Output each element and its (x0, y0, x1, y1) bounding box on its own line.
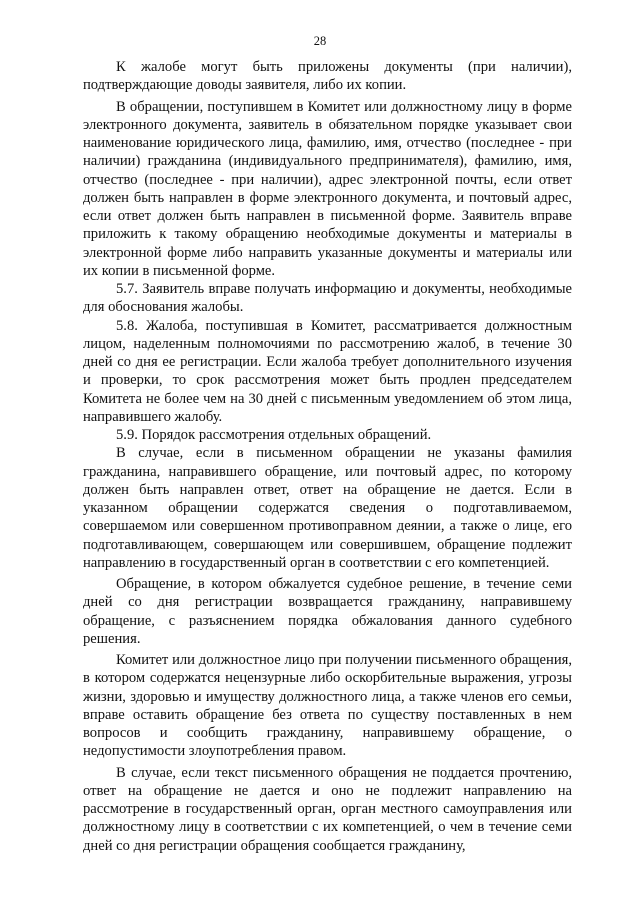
paragraph-missing-name-address: В случае, если в письменном обращении не указаны фамилия гражданина, направившего обращение, или почтовый адрес, по которому должен быть направлен ответ, ответ на обращение не дается. Если в указанном обращении содержатся сведения о подготавливаемом, совершаемом или совершенном противоправном деянии, а также о лице, его подготавливающем, совершающем или совершившем, обращение подлежит направлению в государственный орган в соответствии с его компетенцией. (83, 445, 572, 571)
paragraph-electronic-appeal: В обращении, поступившем в Комитет или должностному лицу в форме электронного документа, заявитель в обязательном порядке указывает свои наименование юридического лица, фамилию, имя, отчество (последнее - при наличии) гражданина (индивидуального предпринимателя), фамилию, имя, отчество (последнее - при наличии), адрес электронной почты, если ответ должен быть направлен в форме электронного документа, и почтовый адрес, если ответ должен быть направлен в письменной форме. Заявитель вправе приложить к такому обращению необходимые документы и материалы в электронной форме либо направить указанные документы и материалы или их копии в письменной форме. (83, 98, 572, 279)
paragraph-unreadable-text: В случае, если текст письменного обращения не поддается прочтению, ответ на обращение не дается и оно не подлежит направлению на рассмотрение в государственный орган, орган местного самоуправления или должностному лицу в соответствии с их компетенцией, о чем в течение семи дней со дня регистрации обращения сообщается гражданину, (83, 764, 572, 854)
paragraph-5-9-heading: 5.9. Порядок рассмотрения отдельных обращений. (116, 427, 432, 443)
paragraph-court-decision: Обращение, в котором обжалуется судебное решение, в течение семи дней со дня регистрации возвращается гражданину, направившему обращение, с разъяснением порядка обжалования данного судебного решения. (83, 576, 572, 647)
document-body (83, 58, 572, 855)
paragraph-5-7: 5.7. Заявитель вправе получать информацию и документы, необходимые для обоснования жалобы. (83, 281, 572, 316)
paragraph-attachments: К жалобе могут быть приложены документы (при наличии), подтверждающие доводы заявителя, либо их копии. (83, 59, 572, 94)
paragraph-5-8: 5.8. Жалоба, поступившая в Комитет, рассматривается должностным лицом, наделенным полномочиями по рассмотрению жалоб, в течение 30 дней со дня ее регистрации. Если жалоба требует дополнительного изучения и проверки, то срок рассмотрения может быть продлен председателем Комитета не более чем на 30 дней с письменным уведомлением об этом лица, направившего жалобу. (83, 317, 572, 425)
page-number: 28 (313, 34, 327, 48)
paragraph-offensive-language: Комитет или должностное лицо при получении письменного обращения, в котором содержатся нецензурные либо оскорбительные выражения, угрозы жизни, здоровью и имуществу должностного лица, а также членов его семьи, вправе оставить обращение без ответа по существу поставленных в нем вопросов и сообщить гражданину, направившему обращение, о недопустимости злоупотребления правом. (83, 652, 572, 760)
